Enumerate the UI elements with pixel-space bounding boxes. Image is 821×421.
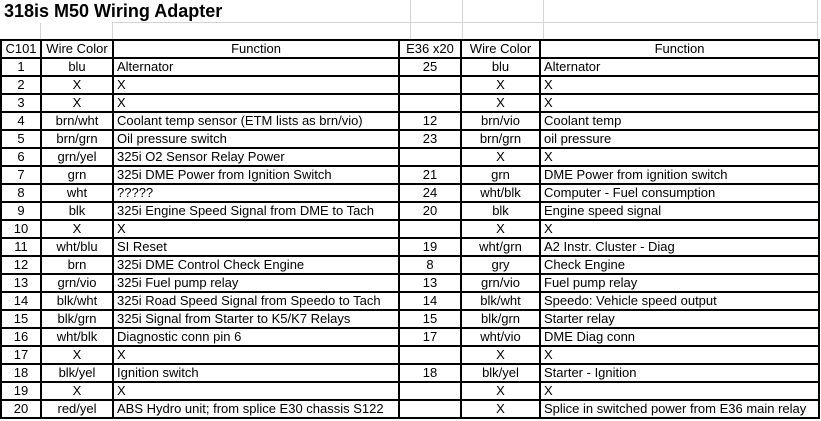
gridline [112,22,817,23]
wire-color-right-cell[interactable]: X [461,346,540,364]
table-row [1,166,819,184]
header-row [1,40,819,58]
table-row [1,130,819,148]
wire-color-right-cell[interactable]: blk/grn [461,310,540,328]
c101-pin-cell[interactable]: 8 [1,184,41,202]
wire-color-left-cell[interactable]: grn/vio [41,274,113,292]
c101-pin-cell[interactable]: 1 [1,58,41,76]
gridline [817,0,818,39]
e36-x20-pin-cell[interactable] [399,382,461,400]
table-row [1,220,819,238]
function-right-cell[interactable]: Splice in switched power from E36 main relay [540,400,819,418]
function-right-cell[interactable]: oil pressure [540,130,819,148]
function-left-cell[interactable]: 325i Fuel pump relay [113,274,399,292]
table-row [1,400,819,418]
wire-color-left-cell[interactable]: X [41,76,113,94]
wire-color-right-cell[interactable]: brn/vio [461,112,540,130]
e36-x20-pin-cell[interactable] [399,346,461,364]
header-function-right[interactable]: Function [540,40,819,58]
c101-pin-cell[interactable]: 19 [1,382,41,400]
function-left-cell[interactable]: X [113,94,399,112]
header-function-left[interactable]: Function [113,40,399,58]
function-right-cell[interactable]: DME Power from ignition switch [540,166,819,184]
wiring-adapter-table [0,39,820,419]
wire-color-right-cell[interactable]: brn/grn [461,130,540,148]
function-left-cell[interactable]: X [113,220,399,238]
wire-color-left-cell[interactable]: X [41,94,113,112]
e36-x20-pin-cell[interactable]: 12 [399,112,461,130]
table-row [1,202,819,220]
e36-x20-pin-cell[interactable]: 20 [399,202,461,220]
wire-color-left-cell[interactable]: blk [41,202,113,220]
function-right-cell[interactable]: X [540,76,819,94]
function-right-cell[interactable]: X [540,382,819,400]
e36-x20-pin-cell[interactable]: 13 [399,274,461,292]
wire-color-right-cell[interactable]: blk/wht [461,292,540,310]
wire-color-left-cell[interactable]: red/yel [41,400,113,418]
gridline [462,0,463,39]
function-left-cell[interactable]: Coolant temp sensor (ETM lists as brn/vio) [113,112,399,130]
function-left-cell[interactable]: Diagnostic conn pin 6 [113,328,399,346]
table-row [1,274,819,292]
table-row [1,148,819,166]
e36-x20-pin-cell[interactable]: 8 [399,256,461,274]
c101-pin-cell[interactable]: 2 [1,76,41,94]
e36-x20-pin-cell[interactable]: 25 [399,58,461,76]
wire-color-left-cell[interactable]: grn/yel [41,148,113,166]
e36-x20-pin-cell[interactable] [399,400,461,418]
wire-color-right-cell[interactable]: X [461,400,540,418]
wire-color-left-cell[interactable]: blk/yel [41,364,113,382]
function-left-cell[interactable]: Alternator [113,58,399,76]
table-row [1,256,819,274]
function-left-cell[interactable]: Oil pressure switch [113,130,399,148]
wire-color-right-cell[interactable]: grn [461,166,540,184]
function-right-cell[interactable]: Engine speed signal [540,202,819,220]
function-left-cell[interactable]: X [113,346,399,364]
wire-color-right-cell[interactable]: X [461,94,540,112]
c101-pin-cell[interactable]: 10 [1,220,41,238]
wire-color-left-cell[interactable]: grn [41,166,113,184]
e36-x20-pin-cell[interactable]: 14 [399,292,461,310]
function-right-cell[interactable]: Alternator [540,58,819,76]
wire-color-right-cell[interactable]: X [461,148,540,166]
wire-color-left-cell[interactable]: blk/grn [41,310,113,328]
function-right-cell[interactable]: Coolant temp [540,112,819,130]
c101-pin-cell[interactable]: 15 [1,310,41,328]
c101-pin-cell[interactable]: 18 [1,364,41,382]
function-right-cell[interactable]: X [540,220,819,238]
wire-color-left-cell[interactable]: X [41,346,113,364]
c101-pin-cell[interactable]: 12 [1,256,41,274]
table-row [1,58,819,76]
e36-x20-pin-cell[interactable]: 21 [399,166,461,184]
e36-x20-pin-cell[interactable] [399,148,461,166]
wire-color-left-cell[interactable]: X [41,220,113,238]
wire-color-right-cell[interactable]: wht/vio [461,328,540,346]
wire-color-right-cell[interactable]: grn/vio [461,274,540,292]
function-right-cell[interactable]: Starter relay [540,310,819,328]
wire-color-right-cell[interactable]: blu [461,58,540,76]
wire-color-left-cell[interactable]: brn/grn [41,130,113,148]
wire-color-right-cell[interactable]: blk/yel [461,364,540,382]
c101-pin-cell[interactable]: 14 [1,292,41,310]
e36-x20-pin-cell[interactable] [399,220,461,238]
table-row [1,238,819,256]
c101-pin-cell[interactable]: 16 [1,328,41,346]
function-left-cell[interactable]: Ignition switch [113,364,399,382]
function-left-cell[interactable]: ABS Hydro unit; from splice E30 chassis S122 [113,400,399,418]
function-right-cell[interactable]: Speedo: Vehicle speed output [540,292,819,310]
wire-color-left-cell[interactable]: wht [41,184,113,202]
c101-pin-cell[interactable]: 11 [1,238,41,256]
gridline [40,23,41,39]
header-wire-color-right[interactable]: Wire Color [461,40,540,58]
e36-x20-pin-cell[interactable]: 17 [399,328,461,346]
table-row [1,346,819,364]
wire-color-right-cell[interactable]: gry [461,256,540,274]
table-body [1,58,819,418]
table-row [1,76,819,94]
table-row [1,328,819,346]
e36-x20-pin-cell[interactable]: 18 [399,364,461,382]
function-right-cell[interactable]: A2 Instr. Cluster - Diag [540,238,819,256]
c101-pin-cell[interactable]: 20 [1,400,41,418]
function-right-cell[interactable]: Computer - Fuel consumption [540,184,819,202]
function-right-cell[interactable]: X [540,148,819,166]
header-c101-pin[interactable]: C101 [1,40,41,58]
gridline [112,23,113,39]
wire-color-right-cell[interactable]: X [461,382,540,400]
wire-color-right-cell[interactable]: wht/blk [461,184,540,202]
wire-color-left-cell[interactable]: wht/blk [41,328,113,346]
header-e36-x20-pin[interactable]: E36 x20 [399,40,461,58]
header-wire-color-left[interactable]: Wire Color [41,40,113,58]
page-title: 318is M50 Wiring Adapter [4,1,223,21]
wire-color-right-cell[interactable]: blk [461,202,540,220]
table-row [1,310,819,328]
wire-color-right-cell[interactable]: wht/grn [461,238,540,256]
wire-color-right-cell[interactable]: X [461,76,540,94]
c101-pin-cell[interactable]: 17 [1,346,41,364]
function-left-cell[interactable]: 325i DME Control Check Engine [113,256,399,274]
function-left-cell[interactable]: X [113,76,399,94]
function-right-cell[interactable]: X [540,94,819,112]
wire-color-right-cell[interactable]: X [461,220,540,238]
function-right-cell[interactable]: Check Engine [540,256,819,274]
function-left-cell[interactable]: 325i DME Power from Ignition Switch [113,166,399,184]
wire-color-left-cell[interactable]: blu [41,58,113,76]
gridline [543,0,544,39]
gridline [410,0,411,39]
e36-x20-pin-cell[interactable]: 15 [399,310,461,328]
wire-color-left-cell[interactable]: X [41,382,113,400]
function-left-cell[interactable]: 325i O2 Sensor Relay Power [113,148,399,166]
table-row [1,382,819,400]
wire-color-left-cell[interactable]: brn [41,256,113,274]
function-left-cell[interactable]: SI Reset [113,238,399,256]
c101-pin-cell[interactable]: 13 [1,274,41,292]
function-left-cell[interactable]: 325i Signal from Starter to K5/K7 Relays [113,310,399,328]
function-right-cell[interactable]: DME Diag conn [540,328,819,346]
function-right-cell[interactable]: X [540,346,819,364]
wire-color-left-cell[interactable]: wht/blu [41,238,113,256]
e36-x20-pin-cell[interactable]: 24 [399,184,461,202]
c101-pin-cell[interactable]: 4 [1,112,41,130]
c101-pin-cell[interactable]: 5 [1,130,41,148]
c101-pin-cell[interactable]: 3 [1,94,41,112]
c101-pin-cell[interactable]: 7 [1,166,41,184]
table-row [1,364,819,382]
c101-pin-cell[interactable]: 6 [1,148,41,166]
e36-x20-pin-cell[interactable] [399,94,461,112]
table-row [1,292,819,310]
e36-x20-pin-cell[interactable]: 19 [399,238,461,256]
function-left-cell[interactable]: ????? [113,184,399,202]
e36-x20-pin-cell[interactable]: 23 [399,130,461,148]
function-left-cell[interactable]: 325i Road Speed Signal from Speedo to Tach [113,292,399,310]
table-row [1,94,819,112]
function-left-cell[interactable]: 325i Engine Speed Signal from DME to Tach [113,202,399,220]
function-right-cell[interactable]: Fuel pump relay [540,274,819,292]
table-row [1,112,819,130]
wire-color-left-cell[interactable]: brn/wht [41,112,113,130]
wire-color-left-cell[interactable]: blk/wht [41,292,113,310]
function-left-cell[interactable]: X [113,382,399,400]
table-row [1,184,819,202]
c101-pin-cell[interactable]: 9 [1,202,41,220]
function-right-cell[interactable]: Starter - Ignition [540,364,819,382]
e36-x20-pin-cell[interactable] [399,76,461,94]
